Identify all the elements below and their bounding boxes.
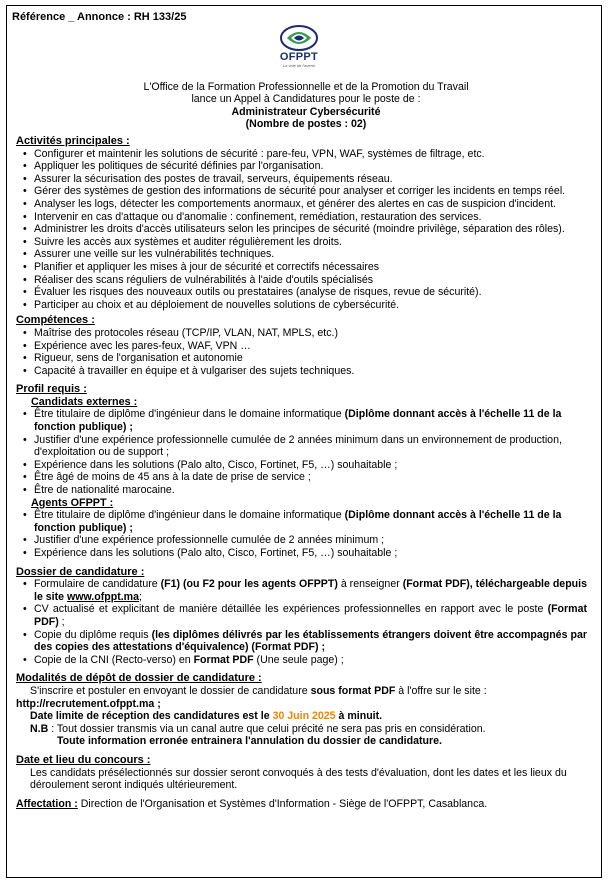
subsection-title-agents: Agents OFPPT : (31, 496, 114, 509)
list-item: • Capacité à travailler en équipe et à vulgariser des sujets techniques. (16, 365, 587, 378)
list-item: • Copie du diplôme requis (les diplômes délivrés par les établissements étrangers doivent être accompagnés par des copies des attestations d'équivalence) (Format PDF) ; (16, 629, 587, 654)
intro-line-2: lance un Appel à Candidatures pour le poste de : (191, 93, 421, 106)
list-item: • Suivre les accès aux systèmes et auditer régulièrement les droits. (16, 236, 587, 249)
announcement-body (16, 135, 587, 810)
list-item: • Administrer les droits d'accès utilisateurs selon les principes de sécurité (moindre privilège, séparation des rôles). (16, 223, 587, 236)
nb-note: N.B : Tout dossier transmis via un canal autre que celui précité ne sera pas pris en considération. (30, 722, 486, 735)
list-item: • Assurer une veille sur les vulnérabilités techniques. (16, 248, 587, 261)
section-title-concours: Date et lieu du concours : (16, 753, 151, 766)
recruitment-url-link[interactable]: http://recrutement.ofppt.ma (16, 697, 155, 710)
ofppt-logo (266, 24, 332, 76)
list-item: • Expérience avec les pares-feux, WAF, VPN … (16, 340, 587, 353)
list-item: • Être titulaire de diplôme d'ingénieur dans le domaine informatique (Diplôme donnant accès à l'échelle 11 de la fonction publique) ; (16, 408, 587, 433)
list-item: • Planifier et appliquer les mises à jour de sécurité et correctifs nécessaires (16, 261, 587, 274)
section-title-dossier: Dossier de candidature : (16, 565, 145, 578)
list-item: • Expérience dans les solutions (Palo alto, Cisco, Fortinet, F5, …) souhaitable ; (16, 459, 587, 472)
affectation-line: Affectation : Direction de l'Organisation et Systèmes d'Information - Siège de l'OFPPT, Casablanca. (16, 797, 488, 810)
section-title-competences: Compétences : (16, 314, 95, 327)
list-item: • Être âgé de moins de 45 ans à la date de prise de service ; (16, 471, 587, 484)
list-item: • Participer au choix et au déploiement de nouvelles solutions de cybersécurité. (16, 299, 587, 312)
list-item: • Être de nationalité marocaine. (16, 484, 587, 497)
intro-line-1: L'Office de la Formation Professionnelle et de la Promotion du Travail (143, 81, 469, 93)
modalites-instructions: S'inscrire et postuler en envoyant le dossier de candidature sous format PDF à l'offre sur le site : (30, 684, 487, 697)
deadline-date: 30 Juin 2025 (272, 710, 336, 723)
list-item: • Rigueur, sens de l'organisation et autonomie (16, 352, 587, 365)
section-title-activites: Activités principales : (16, 135, 130, 147)
logo-wordmark: OFPPT (279, 51, 319, 63)
ofppt-emblem-icon (279, 24, 319, 52)
position-title: Administrateur Cybersécurité (231, 105, 381, 118)
list-item: • Gérer des systèmes de gestion des informations de sécurité pour analyser et corriger les incidents en temps réel. (16, 185, 587, 198)
list-item: • CV actualisé et explicitant de manière détaillée les expériences professionnelles en rapport avec le poste (Format PDF) ; (16, 603, 587, 628)
list-item: • Expérience dans les solutions (Palo alto, Cisco, Fortinet, F5, …) souhaitable ; (16, 547, 587, 560)
section-title-profil: Profil requis : (16, 383, 87, 396)
activites-list (16, 148, 587, 312)
list-item: • Formulaire de candidature (F1) (ou F2 pour les agents OFPPT) à renseigner (Format PDF), téléchargeable depuis le site www.ofppt.ma; (16, 578, 587, 603)
section-title-modalites: Modalités de dépôt de dossier de candidature : (16, 672, 262, 685)
competences-list (16, 327, 587, 377)
dossier-list (16, 578, 587, 666)
position-count: (Nombre de postes : 02) (245, 118, 367, 131)
list-item: • Configurer et maintenir les solutions de sécurité : pare-feu, VPN, WAF, systèmes de filtrage, etc. (16, 148, 587, 161)
list-item: • Appliquer les politiques de sécurité définies par l'organisation. (16, 160, 587, 173)
list-item: • Justifier d'une expérience professionnelle cumulée de 2 années minimum dans un environnement de production, d'exploitation ou de support ; (16, 434, 587, 459)
reference-line: Référence _ Annonce : RH 133/25 (12, 11, 187, 23)
list-item: • Intervenir en cas d'attaque ou d'anomalie : confinement, remédiation, restauration des services. (16, 211, 587, 224)
externes-list (16, 408, 587, 496)
warning-line: Toute information erronée entrainera l'annulation du dossier de candidature. (57, 735, 442, 748)
list-item: • Réaliser des scans réguliers de vulnérabilités à l'aide d'outils spécialisés (16, 274, 587, 287)
list-item: • Assurer la sécurisation des postes de travail, serveurs, équipements réseau. (16, 173, 587, 186)
concours-text: Les candidats présélectionnés sur dossier seront convoqués à des tests d'évaluation, dont les dates et les lieux du déroulement seront indiqués ultérieurement. (30, 766, 567, 792)
recruitment-url-line: http://recrutement.ofppt.ma ; (16, 697, 161, 710)
logo-tagline: La voie de l'avenir (282, 63, 316, 68)
list-item: • Être titulaire de diplôme d'ingénieur dans le domaine informatique (Diplôme donnant accès à l'échelle 11 de la fonction publique) ; (16, 509, 587, 534)
list-item: • Analyser les logs, détecter les comportements anormaux, et générer des alertes en cas de suspicion d'incident. (16, 198, 587, 211)
intro-block (16, 81, 596, 131)
list-item: • Copie de la CNI (Recto-verso) en Format PDF (Une seule page) ; (16, 654, 587, 667)
ofppt-website-link[interactable]: www.ofppt.ma (66, 590, 139, 603)
agents-list (16, 509, 587, 559)
deadline-line: Date limite de réception des candidatures est le 30 Juin 2025 à minuit. (30, 710, 383, 723)
list-item: • Justifier d'une expérience professionnelle cumulée de 2 années minimum ; (16, 534, 587, 547)
list-item: • Maîtrise des protocoles réseau (TCP/IP, VLAN, NAT, MPLS, etc.) (16, 327, 587, 340)
subsection-title-externes: Candidats externes : (31, 395, 138, 408)
list-item: • Évaluer les risques des nouveaux outils ou prestataires (analyse de risques, revue de sécurité). (16, 286, 587, 299)
